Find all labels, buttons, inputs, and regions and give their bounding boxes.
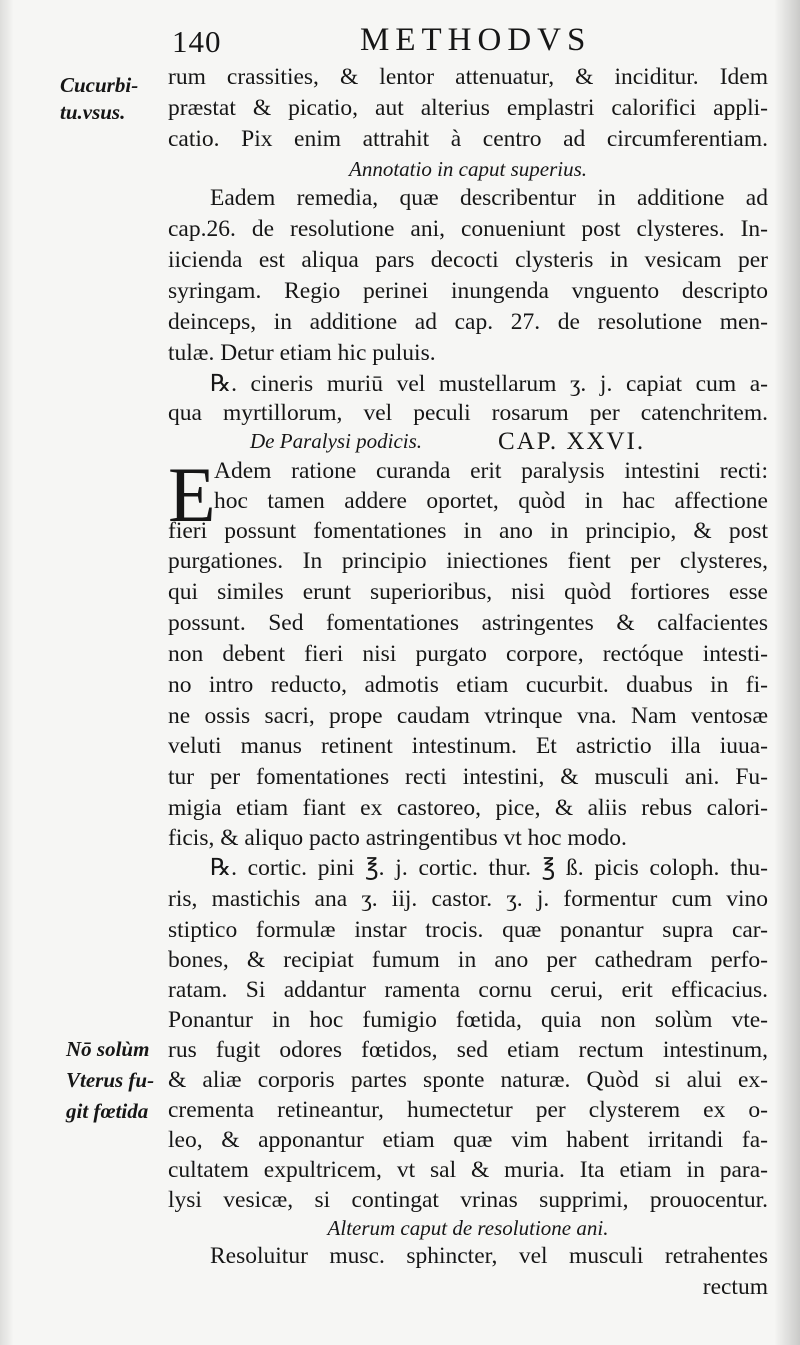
text-line: purgationes. In principio iniectiones fient per clysteres, (168, 548, 768, 574)
text-line: & aliæ corporis partes sponte naturæ. Quòd si alui ex- (168, 1067, 768, 1093)
chapter-number: CAP. XXVI. (498, 428, 646, 455)
text-line: rus fugit odores fœtidos, sed etiam rectum intestinum, (168, 1037, 768, 1063)
text-line: tulæ. Detur etiam hic puluis. (168, 340, 436, 366)
text-line: fieri possunt fomentationes in ano in principio, & post (168, 518, 768, 544)
text-line: syringam. Regio perinei inungenda vnguento descripto (168, 278, 768, 304)
text-line: migia etiam fiant ex castoreo, pice, & aliis rebus calori- (168, 795, 768, 821)
text-line: crementa retineantur, humectetur per clysterem ex o- (168, 1097, 768, 1123)
text-line: lysi vesicæ, si contingat vrinas supprimi, prouocentur. (168, 1187, 768, 1213)
text-line: qua myrtillorum, vel peculi rosarum per catenchritem. (168, 400, 768, 426)
text-line: ris, mastichis ana ʒ. iij. castor. ʒ. j. formentur cum vino (168, 886, 768, 912)
chapter-heading (168, 426, 768, 457)
text-line: ℞. cineris muriū vel mustellarum ʒ. j. capiat cum a- (210, 371, 768, 397)
text-line: ratam. Si addantur ramenta cornu cerui, erit efficacius. (168, 977, 768, 1003)
text-line: cap.26. de resolutione ani, conueniunt post clysteres. In- (168, 216, 768, 242)
margin-note-text: Cucurbi- tu.vsus. (60, 73, 139, 124)
text-line: non debent fieri nisi purgato corpore, rectóque intesti- (168, 641, 768, 667)
text-line: rum crassities, & lentor attenuatur, & inciditur. Idem (168, 64, 768, 90)
margin-note-cucurbitu (60, 72, 170, 126)
text-line: bones, & recipiat fumum in ano per cathedram perfo- (168, 947, 768, 973)
page-edge-shadow-left (0, 0, 14, 1345)
text-line: no intro reducto, admotis etiam cucurbit. duabus in fi- (168, 672, 768, 698)
margin-note-text: Nō solùm Vterus fu- git fœtida (66, 1037, 155, 1123)
margin-note-uterus (66, 1034, 176, 1127)
text-line: veluti manus retinent intestinum. Et astrictio illa iuua- (168, 733, 768, 759)
text-line: ℞. cortic. pini ℥. j. cortic. thur. ℥ ß. picis coloph. thu- (210, 855, 768, 881)
text-line: possunt. Sed fomentationes astringentes & calfacientes (168, 610, 768, 636)
text-line: cultatem expultricem, vt sal & muria. Ita etiam in para- (168, 1157, 768, 1183)
catchword: rectum (702, 1274, 768, 1300)
text-line: ficis, & aliquo pacto astringentibus vt hoc modo. (168, 825, 627, 851)
text-line: præstat & picatio, aut alterius emplastri calorifici appli- (168, 95, 768, 121)
running-title: METHODVS (360, 22, 592, 58)
text-line: tur per fomentationes recti intestini, & musculi ani. Fu- (168, 764, 768, 790)
text-line: deinceps, in additione ad cap. 27. de resolutione men- (168, 309, 768, 335)
text-line: Resoluitur musc. sphincter, vel musculi retrahentes (210, 1243, 768, 1269)
text-line: leo, & apponantur etiam quæ vim habent irritandi fa- (168, 1127, 768, 1153)
text-line: Adem ratione curanda erit paralysis intestini recti: (214, 458, 768, 484)
text-line: catio. Pix enim attrahit à centro ad circumferentiam. (168, 126, 768, 152)
text-line: qui similes erunt superioribus, nisi quòd fortiores esse (168, 579, 768, 605)
drop-capital: E (168, 451, 216, 538)
page-header (170, 18, 770, 62)
page-number: 140 (172, 24, 222, 59)
section-subheading: Alterum caput de resolutione ani. (327, 1216, 609, 1240)
text-line: hoc tamen addere oportet, quòd in hac affectione (214, 488, 768, 514)
page-edge-shadow-right (774, 0, 800, 1345)
text-line: ne ossis sacri, prope caudam vtrinque vna. Nam ventosæ (168, 703, 768, 729)
text-line: stiptico formulæ instar trocis. quæ ponantur supra car- (168, 917, 768, 943)
section-subheading: Annotatio in caput superius. (349, 157, 587, 181)
text-line: iicienda est aliqua pars decocti clysteris in vesicam per (168, 247, 768, 273)
text-line: Eadem remedia, quæ describentur in additione ad (210, 185, 768, 211)
chapter-title: De Paralysi podicis. (250, 429, 423, 453)
text-line: Ponantur in hoc fumigio fœtida, quia non solùm vte- (168, 1007, 768, 1033)
